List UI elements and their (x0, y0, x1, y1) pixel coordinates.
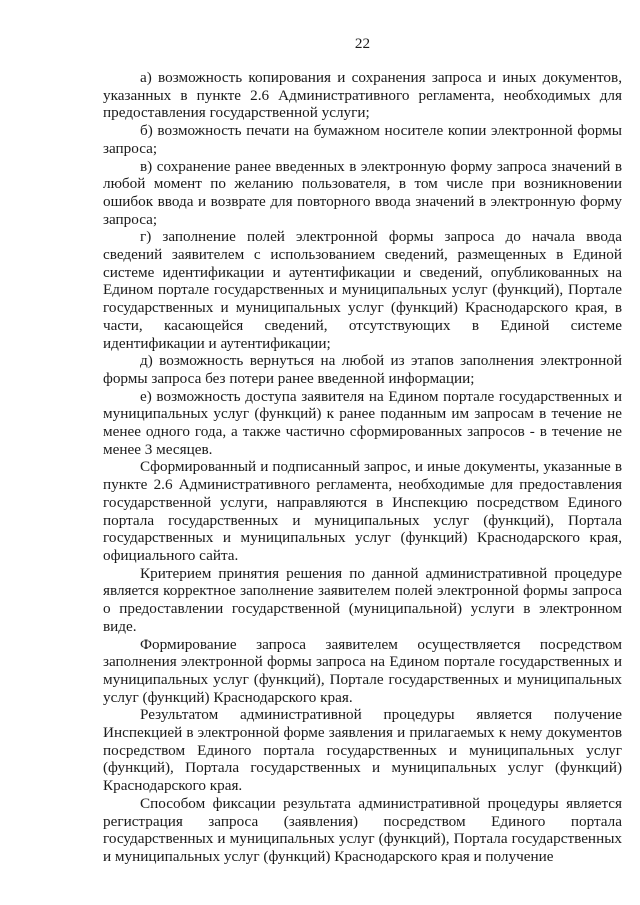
paragraph-e-return-stage: д) возможность вернуться на любой из этапов заполнения электронной формы запроса без потери ранее введенной информации; (103, 352, 622, 387)
paragraph-decision-criterion: Критерием принятия решения по данной административной процедуре является корректное заполнение заявителем полей электронной формы запроса о предоставлении государственной (муниципальной) услуги в электронном виде. (103, 564, 622, 635)
paragraph-a-copy-save: а) возможность копирования и сохранения запроса и иных документов, указанных в пункте 2.6 Административного регламента, необходимых для предоставления государственной услуги; (103, 69, 622, 122)
paragraph-result-fixation: Способом фиксации результата административной процедуры является регистрация запроса (заявления) посредством Единого портала государственных и муниципальных услуг (функций), Портала государственных и муниципальных услуг (функций) Краснодарского края и получение (103, 794, 622, 865)
paragraph-procedure-result: Результатом административной процедуры является получение Инспекцией в электронной форме заявления и прилагаемых к нему документов посредством Единого портала государственных и муниципальных услуг (функций), Портала государственных и муниципальных услуг (функций) Краснодарского края. (103, 706, 622, 795)
paragraph-d-autofill: г) заполнение полей электронной формы запроса до начала ввода сведений заявителем с использованием сведений, размещенных в Единой системе идентификации и аутентификации и сведений, опубликованных на Едином портале государственных и муниципальных услуг (функций), Портале государственных и муниципальных услуг (функций) Краснодарского края, в части, касающейся сведений, отсутствующих в Единой системе идентификации и аутентификации; (103, 228, 622, 352)
paragraph-request-formation: Формирование запроса заявителем осуществляется посредством заполнения электронной формы запроса на Едином портале государственных и муниципальных услуг (функций), Портале государственных и муниципальных услуг (функций) Краснодарского края. (103, 635, 622, 706)
paragraph-submitted-request: Сформированный и подписанный запрос, и иные документы, указанные в пункте 2.6 Административного регламента, необходимые для предоставления государственной услуги, направляются в Инспекцию посредством Единого портала государственных и муниципальных услуг (функций), Портала государственных и муниципальных услуг (функций) Краснодарского края, официального сайта. (103, 458, 622, 564)
page-body (103, 69, 622, 866)
paragraph-c-save-values: в) сохранение ранее введенных в электронную форму запроса значений в любой момент по желанию пользователя, в том числе при возникновении ошибок ввода и возврате для повторного ввода значений в электронную форму запроса; (103, 157, 622, 228)
paragraph-b-print: б) возможность печати на бумажном носителе копии электронной формы запроса; (103, 122, 622, 157)
paragraph-f-access-requests: е) возможность доступа заявителя на Едином портале государственных и муниципальных услуг (функций) к ранее поданным им запросам в течение не менее одного года, а также частично сформированных запросов - в течение не менее 3 месяцев. (103, 387, 622, 458)
page-number: 22 (354, 35, 371, 52)
